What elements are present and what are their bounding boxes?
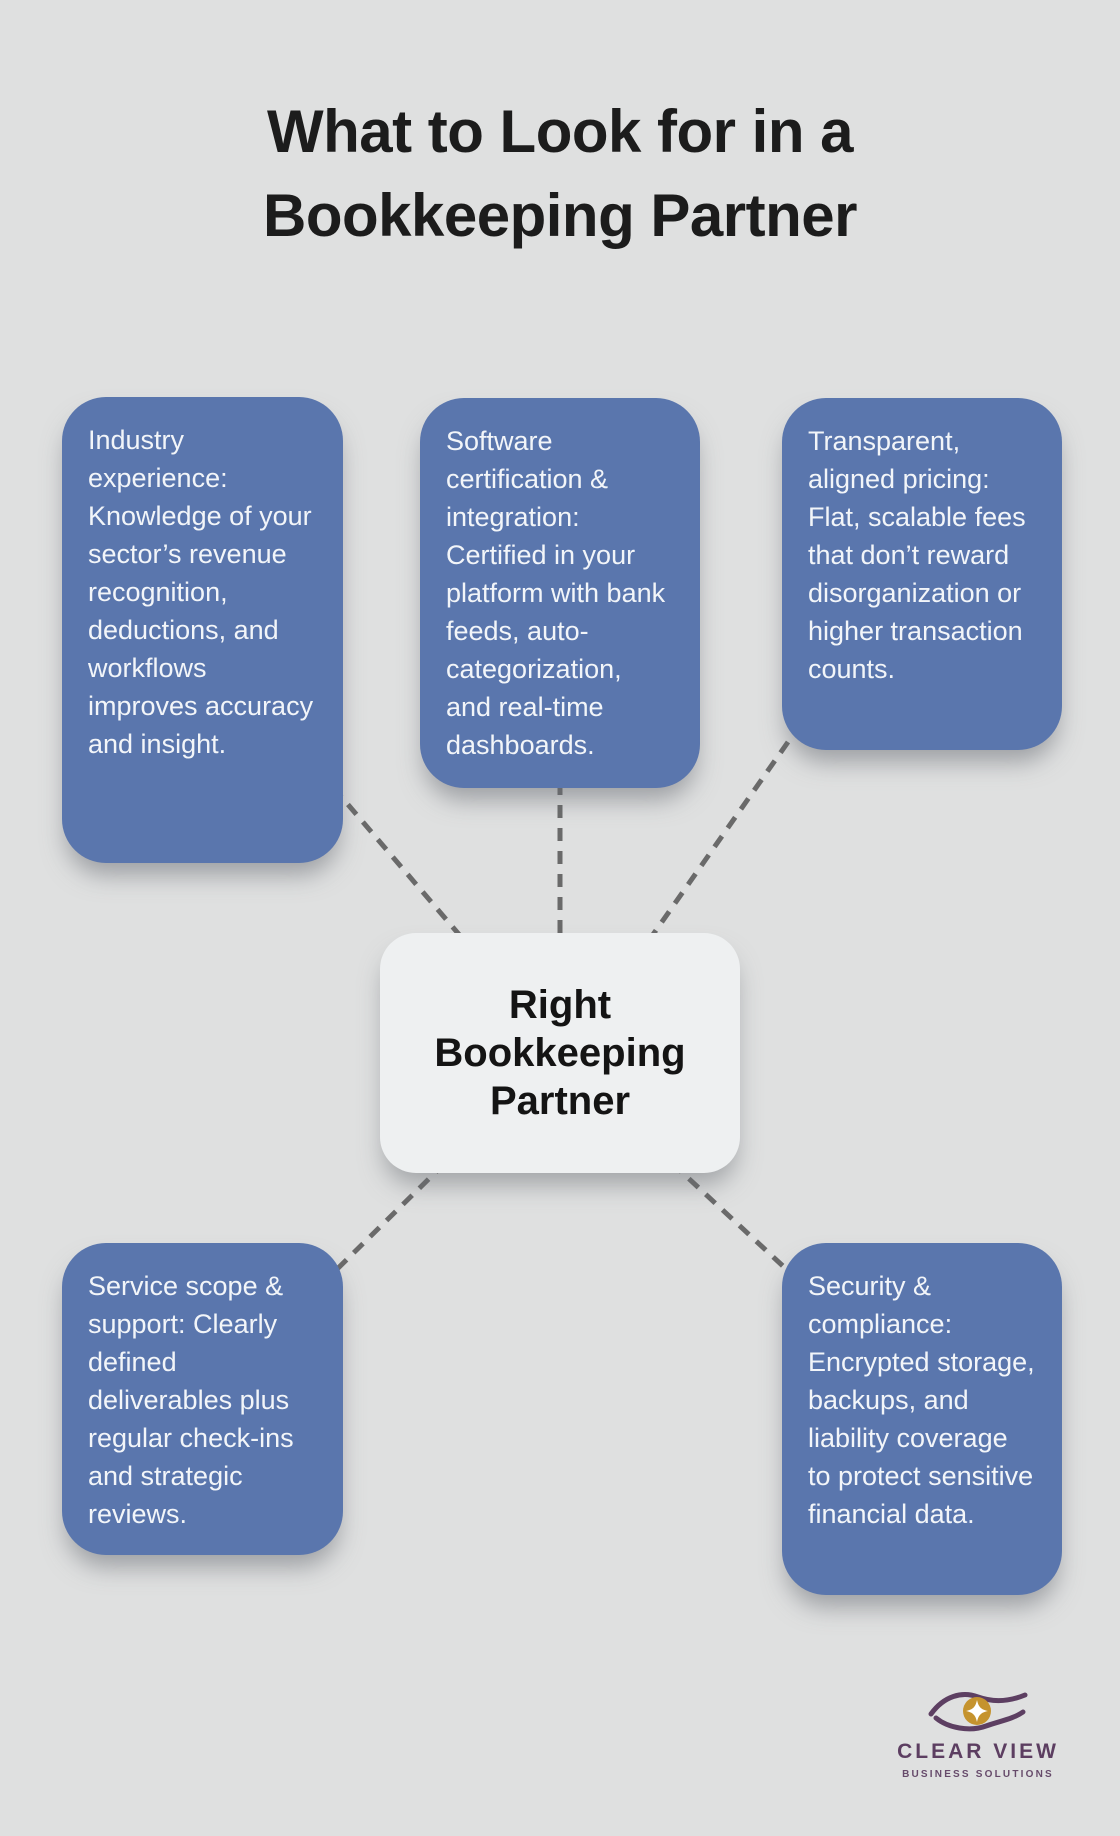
- node-transparent-pricing: [782, 398, 1062, 750]
- clearview-logo: [818, 1688, 1120, 1780]
- node-industry-experience: [62, 397, 343, 863]
- center-node-right-bookkeeping-partner: [380, 933, 740, 1173]
- node-security-compliance: [782, 1243, 1062, 1595]
- node-software-certification: [420, 398, 700, 788]
- node-software-certification-text: Software certification & integration: Certified in your platform with bank feeds, auto-categorization, and real-time dashboards.: [446, 426, 666, 760]
- dashed-connector: [672, 1163, 798, 1280]
- node-industry-experience-text: Industry experience: Knowledge of your sector’s revenue recognition, deductions, and workflows improves accuracy and insight.: [88, 425, 314, 759]
- dashed-connector: [328, 1163, 445, 1278]
- center-node-label: Right Bookkeeping Partner: [434, 983, 686, 1123]
- node-service-scope: [62, 1243, 343, 1555]
- eye-logo-icon: [928, 1688, 1028, 1736]
- node-transparent-pricing-text: Transparent, aligned pricing: Flat, scalable fees that don’t reward disorganization or higher transaction counts.: [808, 426, 1026, 684]
- node-security-compliance-text: Security & compliance: Encrypted storage, backups, and liability coverage to protect sensitive financial data.: [808, 1271, 1035, 1529]
- brand-tagline: BUSINESS SOLUTIONS: [902, 1769, 1054, 1780]
- node-service-scope-text: Service scope & support: Clearly defined deliverables plus regular check-ins and strategic reviews.: [88, 1271, 294, 1529]
- page-title: What to Look for in a Bookkeeping Partner: [263, 98, 857, 249]
- brand-name: CLEAR VIEW: [897, 1740, 1059, 1763]
- dashed-connector: [333, 787, 468, 945]
